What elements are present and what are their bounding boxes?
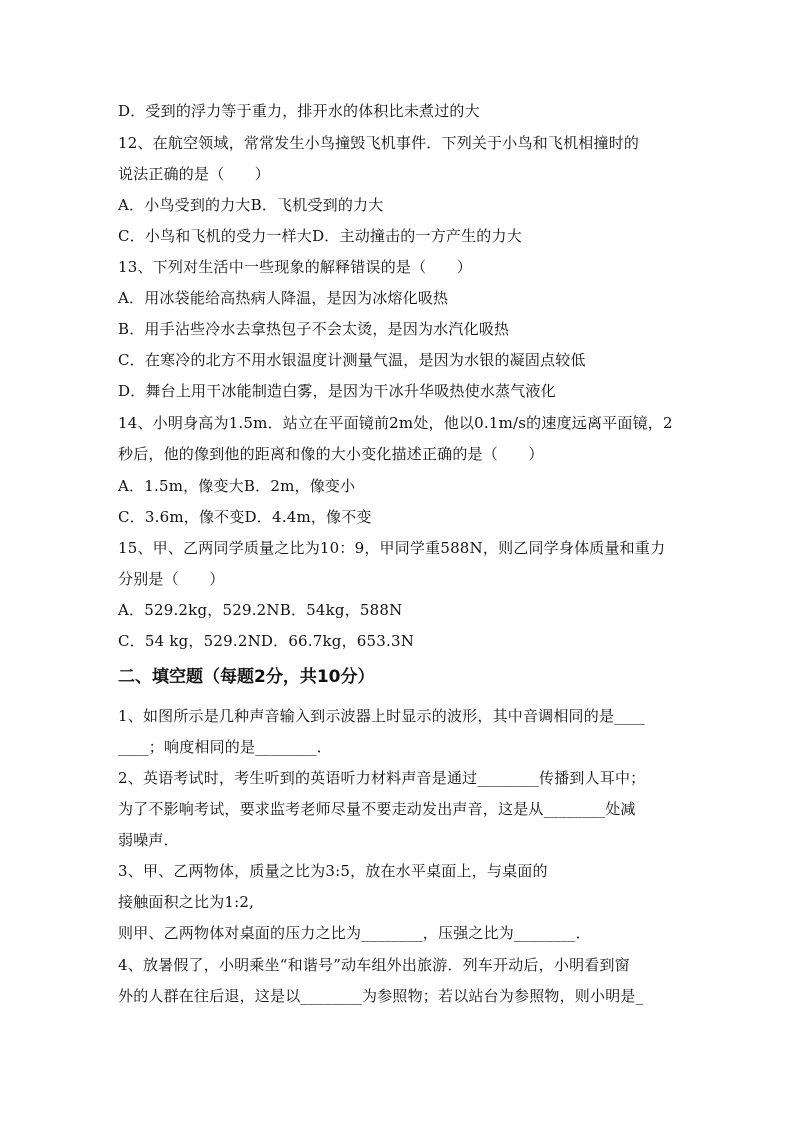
- options-q14-ab: A．1.5m，像变大B．2m，像变小: [118, 477, 356, 495]
- fill-question-3-end: 则甲、乙两物体对桌面的压力之比为________，压强之比为________．: [118, 924, 591, 942]
- question-14: 14、小明身高为1.5m．站立在平面镜前2m处，他以0.1m/s的速度远离平面镜，2: [118, 414, 673, 432]
- fill-question-1: 1、如图所示是几种声音输入到示波器上时显示的波形，其中音调相同的是____: [118, 707, 645, 725]
- question-12-cont: 说法正确的是（ ）: [118, 165, 271, 183]
- fill-question-2-end: 弱噪声．: [118, 831, 179, 849]
- options-q14-cd: C．3.6m，像不变D．4.4m，像不变: [118, 508, 372, 526]
- fill-question-4: 4、放暑假了，小明乘坐“和谐号”动车组外出旅游．列车开动后，小明看到窗: [118, 956, 630, 974]
- options-q12-ab: A．小鸟受到的力大B．飞机受到的力大: [118, 196, 384, 214]
- fill-question-4-cont: 外的人群在往后退，这是以________为参照物；若以站台为参照物，则小明是_: [118, 987, 644, 1005]
- question-15: 15、甲、乙两同学质量之比为10：9，甲同学重588N，则乙同学身体质量和重力: [118, 539, 666, 557]
- fill-question-3: 3、甲、乙两物体，质量之比为3:5，放在水平桌面上，与桌面的: [118, 862, 548, 880]
- question-13: 13、下列对生活中一些现象的解释错误的是（ ）: [118, 258, 472, 276]
- option-a-q13: A．用冰袋能给高热病人降温，是因为冰熔化吸热: [118, 289, 449, 307]
- section-heading-fill-in: 二、填空题（每题2分，共10分）: [118, 667, 375, 687]
- question-12: 12、在航空领域，常常发生小鸟撞毁飞机事件．下列关于小鸟和飞机相撞时的: [118, 134, 640, 152]
- fill-question-1-cont: ____；响度相同的是________．: [118, 738, 333, 756]
- option-d-q13: D．舞台上用干冰能制造白雾，是因为干冰升华吸热使水蒸气液化: [118, 382, 556, 400]
- fill-question-2: 2、英语考试时，考生听到的英语听力材料声音是通过________传播到人耳中；: [118, 769, 646, 787]
- option-c-q13: C．在寒冷的北方不用水银温度计测量气温，是因为水银的凝固点较低: [118, 351, 586, 369]
- options-q15-cd: C．54 kg，529.2ND．66.7kg，653.3N: [118, 632, 415, 650]
- options-q15-ab: A．529.2kg，529.2NB．54kg，588N: [118, 601, 403, 619]
- options-q12-cd: C．小鸟和飞机的受力一样大D．主动撞击的一方产生的力大: [118, 227, 522, 245]
- question-14-cont: 秒后，他的像到他的距离和像的大小变化描述正确的是（ ）: [118, 445, 544, 463]
- question-15-cont: 分别是（ ）: [118, 570, 225, 588]
- fill-question-2-cont: 为了不影响考试，要求监考老师尽量不要走动发出声音，这是从________处减: [118, 800, 636, 818]
- option-d-q11: D．受到的浮力等于重力，排开水的体积比未煮过的大: [118, 102, 480, 120]
- fill-question-3-cont: 接触面积之比为1:2,: [118, 893, 255, 911]
- option-b-q13: B．用手沾些冷水去拿热包子不会太烫，是因为水汽化吸热: [118, 320, 510, 338]
